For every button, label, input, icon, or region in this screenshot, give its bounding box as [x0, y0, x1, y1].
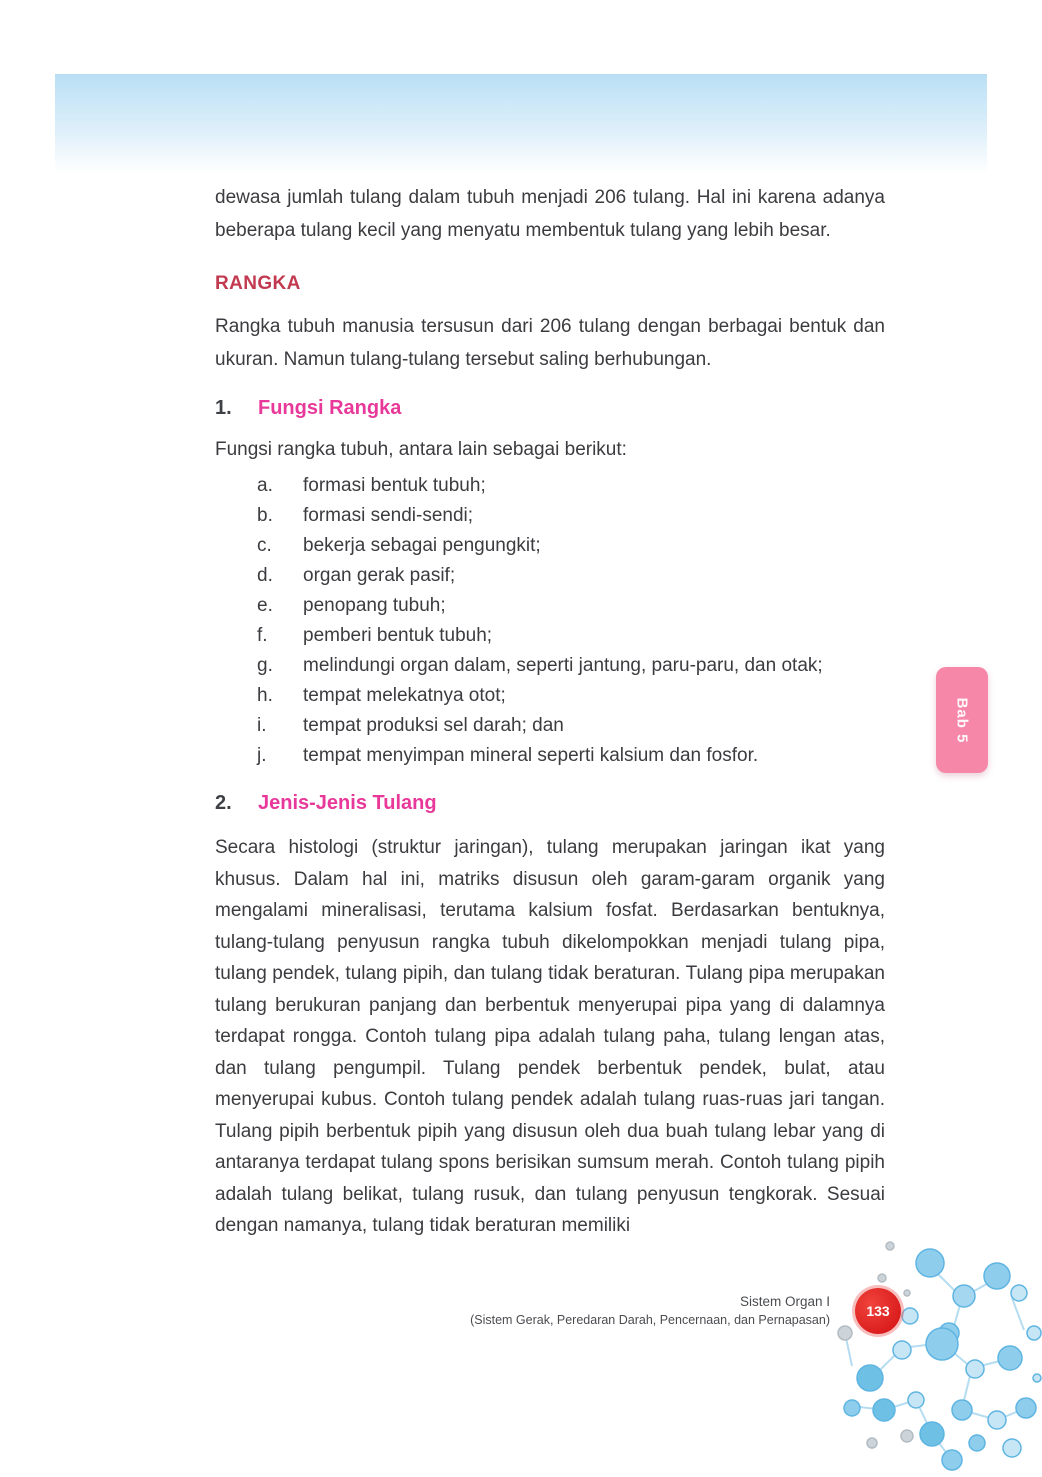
list-item — [215, 471, 885, 501]
jenis-tulang-paragraph: Secara histologi (struktur jaringan), tulang merupakan jaringan ikat yang khusus. Dalam hal ini, matriks disusun oleh garam-garam organik yang mengalami mineralisasi, terutama kalsium fosfat. Berdasarkan bentuknya, tulang-tulang penyusun rangka tubuh dikelompokkan menjadi tulang pipa, tulang pendek, tulang pipih, dan tulang tidak beraturan. Tulang pipa merupakan tulang berukuran panjang dan berbentuk menyerupai pipa yang di dalamnya terdapat rongga. Contoh tulang pipa adalah tulang paha, tulang lengan atas, dan tulang pengumpil. Tulang pendek berbentuk pendek, bulat, atau menyerupai kubus. Contoh tulang pendek adalah tulang ruas-ruas jari tangan. Tulang pipih berbentuk pipih yang disusun oleh dua buah tulang lebar yang di antaranya terdapat tulang spons berisikan sumsum merah. Contoh tulang pipih adalah tulang belikat, tulang rusuk, dan tulang penyusun tengkorak. Sesuai dengan namanya, tulang tidak beraturan memiliki — [215, 837, 885, 1236]
footer-book-subtitle: (Sistem Gerak, Peredaran Darah, Pencernaan, dan Pernapasan) — [470, 1313, 830, 1327]
list-item-letter: h. — [257, 685, 273, 706]
intro-paragraph: dewasa jumlah tulang dalam tubuh menjadi 206 tulang. Hal ini karena adanya beberapa tulang kecil yang menyatu membentuk tulang yang lebih besar. — [215, 187, 885, 241]
list-item — [215, 681, 885, 711]
list-item — [215, 711, 885, 741]
list-item-letter: i. — [257, 715, 267, 736]
rangka-heading: RANGKA — [215, 273, 301, 294]
list-item — [215, 501, 885, 531]
section1-heading — [215, 394, 885, 422]
chapter-tab-label: Bab 5 — [953, 697, 971, 743]
function-list — [215, 471, 885, 771]
list-item — [215, 561, 885, 591]
list-item-text: pemberi bentuk tubuh; — [303, 625, 493, 646]
page-footer — [470, 1292, 830, 1330]
list-item — [215, 741, 885, 771]
list-item-text: bekerja sebagai pengungkit; — [303, 535, 541, 556]
list-item-letter: j. — [257, 745, 267, 766]
list-item-text: tempat menyimpan mineral seperti kalsium dan fosfor. — [303, 745, 759, 766]
rangka-paragraph: Rangka tubuh manusia tersusun dari 206 tulang dengan berbagai bentuk dan ukuran. Namun tulang-tulang tersebut saling berhubungan. — [215, 316, 885, 370]
list-item-text: tempat produksi sel darah; dan — [303, 715, 564, 736]
section1-title: Fungsi Rangka — [258, 397, 402, 419]
list-item-letter: e. — [257, 595, 273, 616]
section2-number: 2. — [215, 792, 232, 814]
function-list-intro: Fungsi rangka tubuh, antara lain sebagai berikut: — [215, 439, 627, 460]
list-item-letter: g. — [257, 655, 273, 676]
page-content — [215, 181, 885, 1242]
list-item-letter: b. — [257, 505, 273, 526]
list-item-letter: f. — [257, 625, 268, 646]
list-item-text: tempat melekatnya otot; — [303, 685, 506, 706]
list-item-text: formasi bentuk tubuh; — [303, 475, 486, 496]
section1-number: 1. — [215, 397, 232, 419]
footer-book-title: Sistem Organ I — [739, 1294, 830, 1309]
list-item-letter: c. — [257, 535, 272, 556]
molecule-decoration — [812, 1238, 1042, 1477]
list-item-text: melindungi organ dalam, seperti jantung, paru-paru, dan otak; — [303, 655, 823, 676]
list-item-letter: a. — [257, 475, 273, 496]
chapter-tab — [936, 667, 988, 773]
list-item-text: penopang tubuh; — [303, 595, 446, 616]
page-number-badge: 133 — [855, 1288, 901, 1334]
list-item-letter: d. — [257, 565, 273, 586]
header-gradient-band — [55, 74, 987, 174]
list-item — [215, 621, 885, 651]
list-item — [215, 651, 885, 681]
list-item-text: formasi sendi-sendi; — [303, 505, 474, 526]
section2-title: Jenis-Jenis Tulang — [258, 792, 437, 814]
section2-heading — [215, 789, 885, 817]
list-item-text: organ gerak pasif; — [303, 565, 456, 586]
list-item — [215, 531, 885, 561]
list-item — [215, 591, 885, 621]
